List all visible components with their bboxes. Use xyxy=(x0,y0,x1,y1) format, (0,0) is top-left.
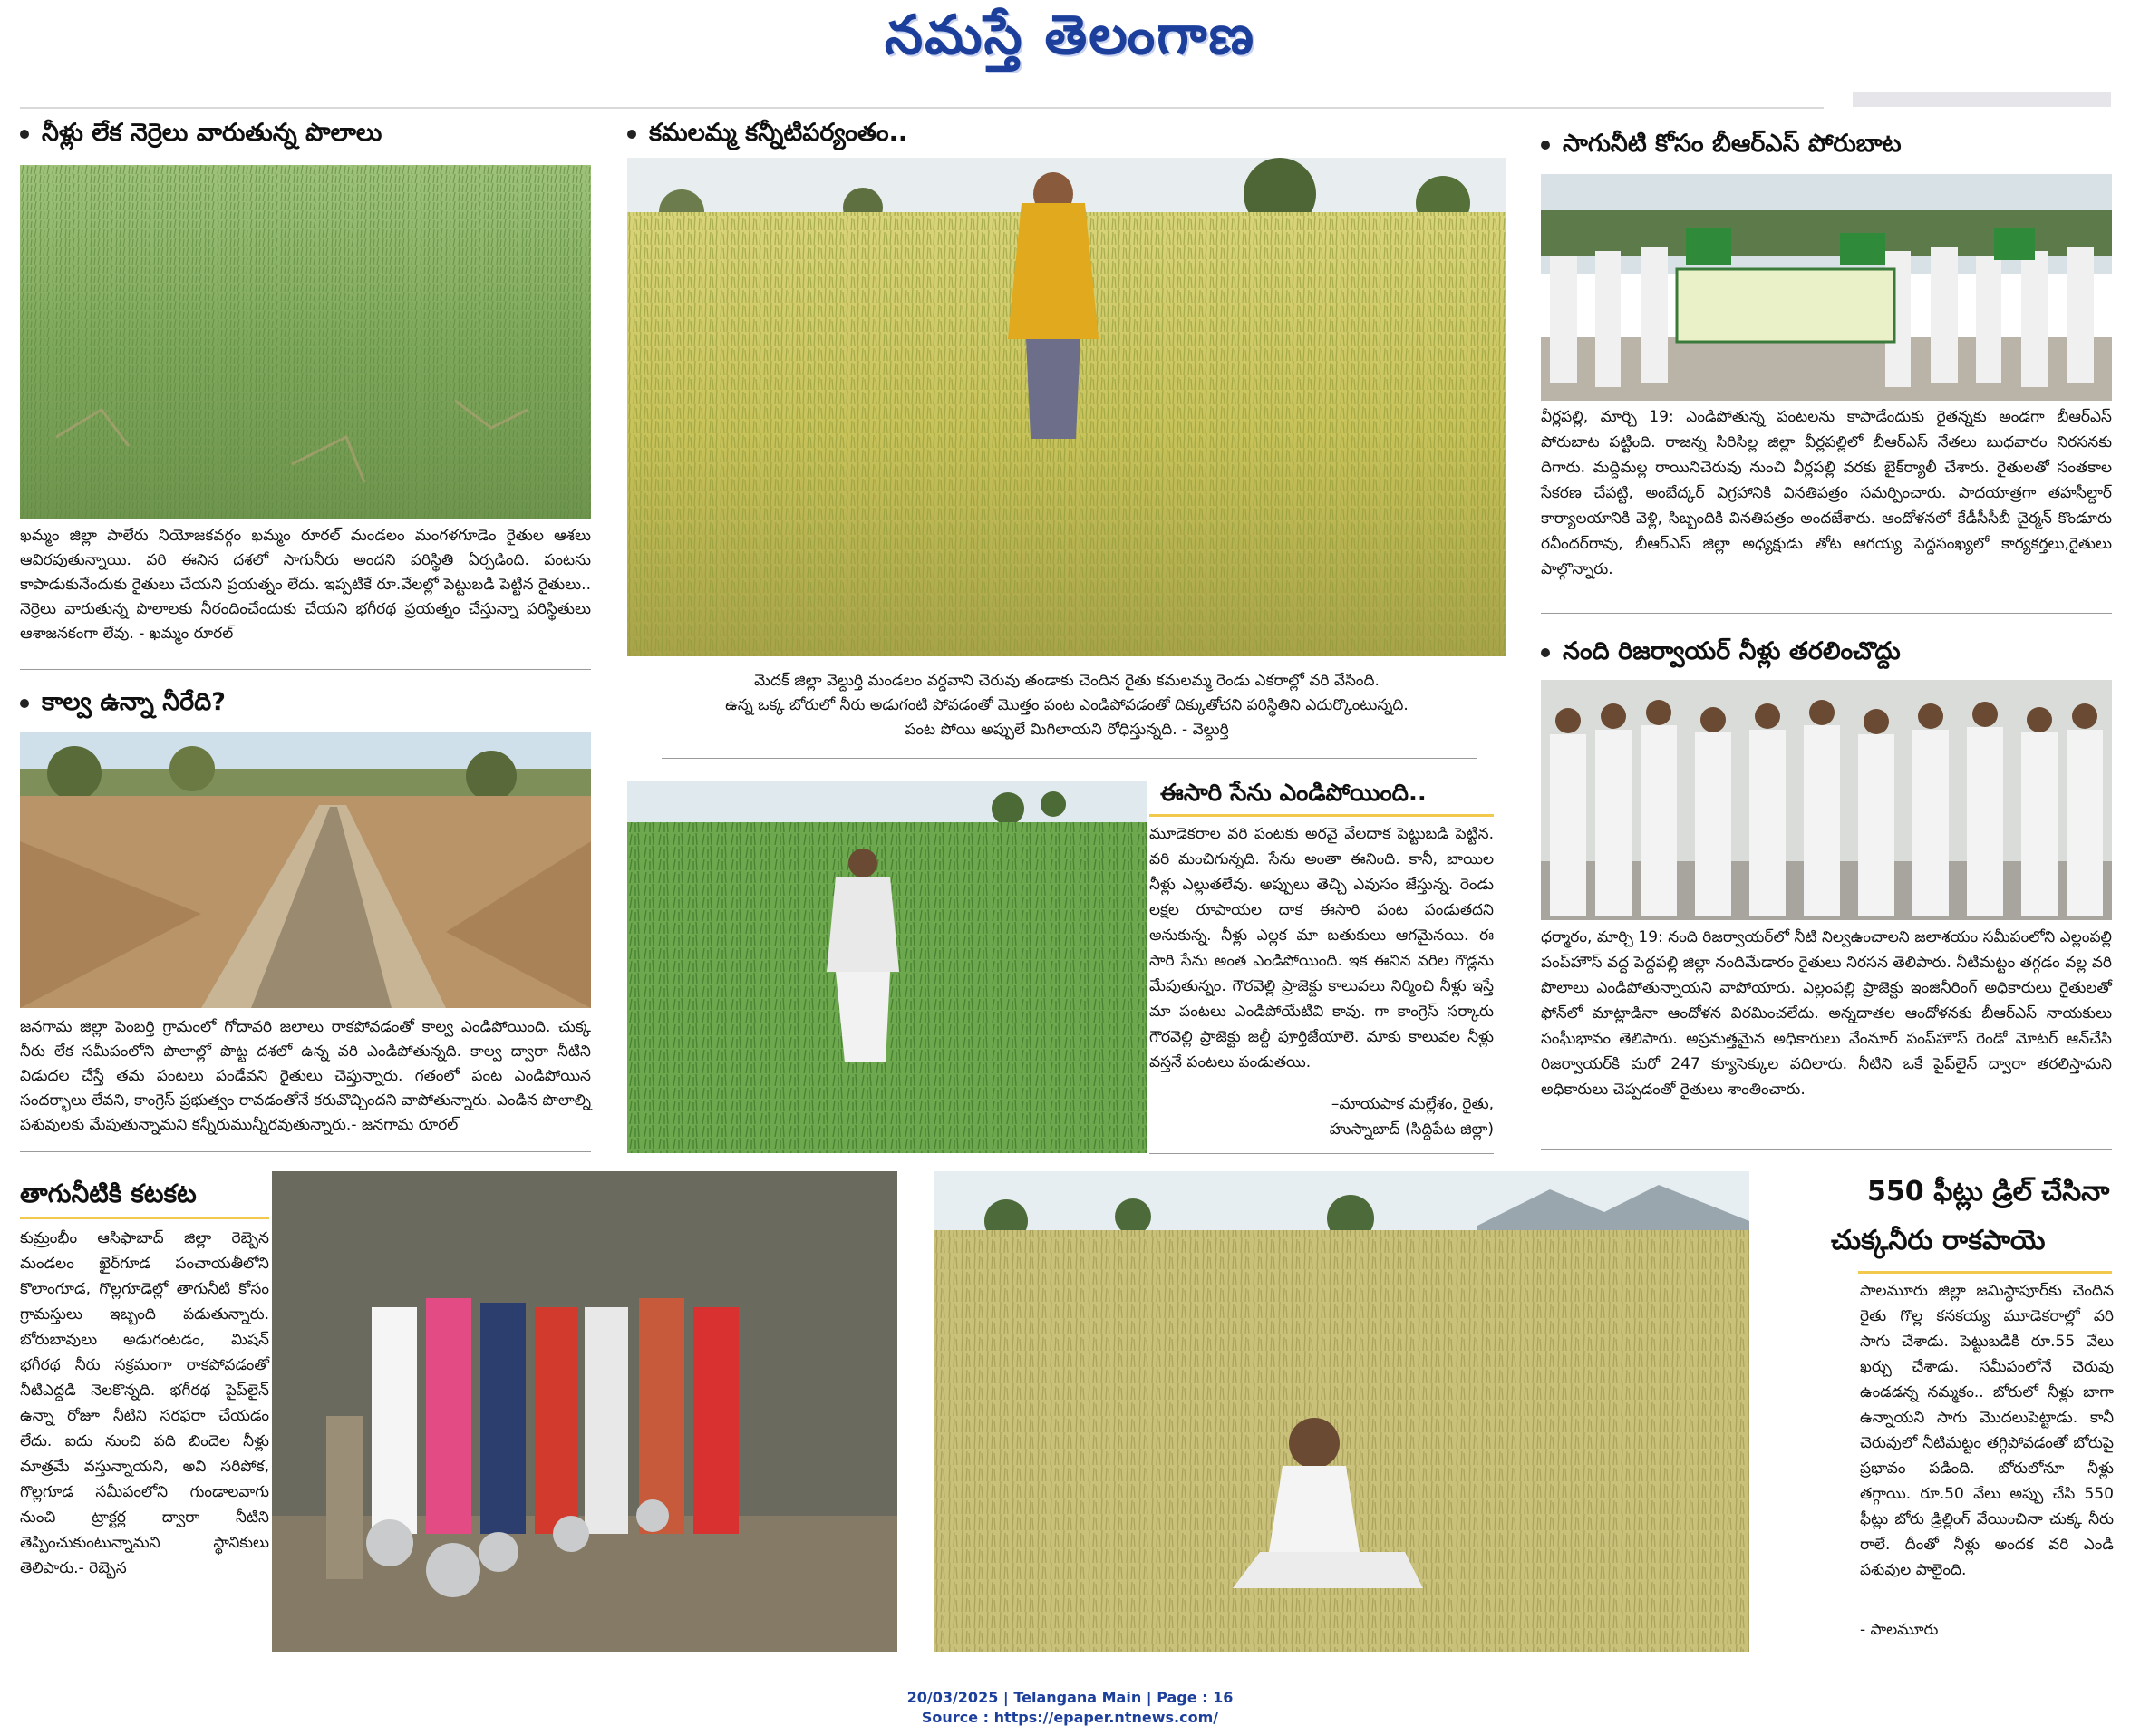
divider xyxy=(1541,613,2112,614)
article-8-headline-line1: 550 ఫీట్లు డ్రిల్ చేసినా xyxy=(1867,1176,2110,1207)
divider xyxy=(1541,1149,2112,1150)
masthead-gray-bar xyxy=(1853,92,2111,107)
article-5-body: వీర్లపల్లి, మార్చి 19: ఎండిపోతున్న పంటలను కాపాడేందుకు రైతన్నకు అండగా బీఆర్ఎస్ పోరుబాట పట్టింది. రాజన్న సిరిసిల్ల జిల్లా వీర్లపల్లిలో బీఆర్ఎస్ నేతలు బుధవారం నిరసనకు దిగారు. మద్దిమల్ల రాయినిచెరువు నుంచి వీర్లపల్లి వరకు బైక్‌ర్యాలీ చేశారు. రైతులతో సంతకాల సేకరణ చేపట్టి, అంబేద్కర్ విగ్రహానికి వినతిపత్రం సమర్పించారు. పాదయాత్రగా తహసీల్దార్ కార్యాలయానికి వెళ్లి, సిబ్బందికి వినతిపత్రం అందజేశారు. ఆందోళనలో కేడీసీసీబీ చైర్మన్ కొండూరు రవీందర్‌రావు, బీఆర్ఎస్ జిల్లా అధ్యక్షుడు తోట ఆగయ్య పెద్దసంఖ్యలో కార్యకర్తలు,రైతులు పాల్గొన్నారు. xyxy=(1541,408,2112,578)
footer-source: Source : https://epaper.ntnews.com/ xyxy=(921,1709,1219,1726)
bullet-icon xyxy=(627,130,636,139)
article-4-body: మూడెకరాల వరి పంటకు అరవై వేలదాక పెట్టుబడి పెట్టిన. వరి మంచిగున్నది. సేను అంతా ఈనింది. కానీ, బాయిల నీళ్లు ఎల్లుతలేవు. అప్పులు తెచ్చి ఎవుసం జేస్తున్న. రెండు లక్షల రూపాయల దాక ఈసారి పంట పండుతదని అనుకున్న. నీళ్లు ఎల్లక మా బతుకులు ఆగమైనయి. ఈ సారి సేను అంత ఎండిపోయింది. ఇక ఈనిన వరిల గొడ్లను మేపుతున్నం. గౌరవెల్లి ప్రాజెక్టు కాలువలు నిర్మించి నీళ్లు ఇస్తే మా పంటలు ఎండిపోయేటివి కావు. గా కాంగ్రెస్ సర్కారు గౌరవెల్లి ప్రాజెక్టు జల్దీ పూర్తిజేయాలె. మాకు కాలువల నీళ్లు వస్తనే పంటలు పండుతయి. xyxy=(1149,825,1494,1072)
article-8-body: పాలమూరు జిల్లా జమిస్థాపూర్‌కు చెందిన రైతు గొల్ల కనకయ్య మూడెకరాల్లో వరి సాగు చేశాడు. పెట్టుబడికి రూ.55 వేలు ఖర్చు చేశాడు. సమీపంలోనే చెరువు ఉండడన్న నమ్మకం.. బోరులో నీళ్లు బాగా ఉన్నాయని సాగు మొదలుపెట్టాడు. కానీ చెరువులో నీటిమట్టం తగ్గిపోవడంతో బోరుపై ప్రభావం పడింది. బోరులోనూ నీళ్లు తగ్గాయి. రూ.50 వేలు అప్పు చేసి 550 ఫీట్లు బోరు డ్రిల్లింగ్ వేయించినా చుక్క నీరు రాలే. దీంతో నీళ్లు అందక వరి ఎండి పశువుల పాలైంది. xyxy=(1860,1282,2114,1579)
article-4-headline: ఈసారి సేను ఎండిపోయింది.. xyxy=(1160,780,1427,807)
masthead xyxy=(0,0,2140,107)
newspaper-title: నమస్తే తెలంగాణ xyxy=(884,4,1256,67)
article-3-headline: కమలమ్మ కన్నీటిపర్యంతం.. xyxy=(627,118,907,149)
footer-date-edition: 20/03/2025 | Telangana Main | Page : 16 xyxy=(906,1689,1234,1706)
headline-accent-bar xyxy=(1149,814,1494,817)
headline-accent-bar xyxy=(1858,1271,2112,1274)
article-6-headline: నంది రిజర్వాయర్ నీళ్లు తరలించొద్దు xyxy=(1541,636,1901,667)
article-7-body: కుమ్రంభీం ఆసిఫాబాద్ జిల్లా రెబ్బెన మండలం ఖైర్‌గూడ పంచాయతీలోని కొలాంగూడ, గొల్లగూడెల్లో తాగునీటి కోసం గ్రామస్తులు ఇబ్బంది పడుతున్నారు. బోరుబావులు అడుగంటడం, మిషన్ భగీరథ నీరు సక్రమంగా రాకపోవడంతో నీటిఎద్దడి నెలకొన్నది. భగీరథ పైప్‌లైన్ ఉన్నా రోజూ నీటిని సరఫరా చేయడం లేదు. ఐదు నుంచి పది బిందెల నీళ్లు మాత్రమే వస్తున్నాయని, అవి సరిపోక, గొల్లగూడ సమీపంలోని గుండాలవాగు నుంచి ట్రాక్టర్ల ద్వారా నీటిని తెప్పించుకుంటున్నామని స్థానికులు తెలిపారు.- రెబ్బెన xyxy=(20,1229,269,1577)
divider xyxy=(662,758,1477,759)
article-7-headline: తాగునీటికి కటకట xyxy=(20,1178,197,1208)
article-2-photo-dry-canal xyxy=(20,732,591,1008)
page-footer xyxy=(0,1688,2140,1728)
article-4-photo-farmer-in-field xyxy=(627,781,1147,1153)
caption-line: మెదక్ జిల్లా వెల్దుర్తి మండలం వర్దవాని చెరువు తండాకు చెందిన రైతు కమలమ్మ రెండు ఎకరాల్లో వరి వేసింది. xyxy=(754,672,1380,690)
byline-name: –మాయపాక మల్లేశం, రైతు, xyxy=(1331,1095,1494,1113)
article-7-photo-women-with-water-pots xyxy=(272,1171,897,1652)
article-6-body: ధర్మారం, మార్చి 19: నంది రిజర్వాయర్‌లో నీటి నిల్వఉంచాలని జలాశయం సమీపంలోని ఎల్లంపల్లి పంప్‌హౌస్ వద్ద పెద్దపల్లి జిల్లా నందిమేడారం రైతులు నిరసన తెలిపారు. నీటిమట్టం తగ్గడం వల్ల వరి పొలాలు ఎండిపోతున్నాయని వాపోయారు. ఎల్లంపల్లి ప్రాజెక్టు ఇంజినీరింగ్ అధికారులు రైతులతో ఫోన్‌లో మాట్లాడినా ఆందోళన విరమించలేదు. అన్నదాతల ఆందోళనకు బీఆర్ఎస్ నాయకులు సంఘీభావం తెలిపారు. అప్రమత్తమైన అధికారులు వేంనూర్ పంప్‌హౌస్ రెండో మోటర్ ఆన్‌చేసి రిజర్వాయర్‌కి మరో 247 క్యూసెక్కుల వదిలారు. నీటిని ఒకే పైప్‌లైన్ ద్వారా తరలిస్తామని అధికారులు చెప్పడంతో రైతులు శాంతించారు. xyxy=(1541,928,2112,1099)
article-2-caption: జనగామ జిల్లా పెంబర్తి గ్రామంలో గోదావరి జలాలు రాకపోవడంతో కాల్వ ఎండిపోయింది. చుక్క నీరు లేక సమీపంలోని పొలాల్లో పొట్ట దశలో ఉన్న వరి ఎండిపోతున్నది. కాల్వ ద్వారా నీటిని విడుదల చేస్తే తమ పంటలు పండేవని రైతులు చెప్తున్నారు. గతంలో పంట ఎండిపోయిన సందర్భాలు లేవని, కాంగ్రెస్ ప్రభుత్వం రావడంతోనే కరువొచ్చిందని వాపోతున్నారు. ఎండిన పొలాల్ని పశువులకు మేపుతున్నామని కన్నీరుమున్నీరవుతున్నారు.- జనగామ రూరల్ xyxy=(20,1018,591,1134)
article-1-headline: నీళ్లు లేక నెర్రెలు వారుతున్న పొలాలు xyxy=(20,118,382,149)
article-5-photo-protest-rally xyxy=(1541,174,2112,401)
bullet-icon xyxy=(20,130,29,139)
article-5-headline: సాగునీటి కోసం బీఆర్ఎస్ పోరుబాట xyxy=(1541,129,1902,160)
article-4-byline xyxy=(1149,1091,1494,1142)
bullet-icon xyxy=(20,699,29,708)
article-3-photo-farmer-in-paddy xyxy=(627,158,1506,656)
divider xyxy=(20,669,591,670)
article-2-headline: కాల్వ ఉన్నా నీరేది? xyxy=(20,687,226,718)
article-1-caption: ఖమ్మం జిల్లా పాలేరు నియోజకవర్గం ఖమ్మం రూరల్ మండలం మంగళగూడెం రైతుల ఆశలు ఆవిరవుతున్నాయి. వరి ఈనిన దశలో సాగునీరు అందని పరిస్థితి ఏర్పడింది. పంటను కాపాడుకునేందుకు రైతులు చేయని ప్రయత్నం లేదు. ఇప్పటికే రూ.వేలల్లో పెట్టుబడి పెట్టిన రైతులు.. నెర్రెలు వారుతున్న పొలాలకు నీరందించేందుకు చేయని భగీరథ ప్రయత్నం చేస్తున్నా పరిస్థితులు ఆశాజనకంగా లేవు. - ఖమ్మం రూరల్ xyxy=(20,527,591,643)
divider xyxy=(1149,1153,1494,1154)
article-6-photo-farmers-group xyxy=(1541,680,2112,920)
masthead-divider xyxy=(20,107,1824,109)
bullet-icon xyxy=(1541,648,1550,657)
article-8-headline-line2: చుక్కనీరు రాకపాయె xyxy=(1831,1225,2046,1256)
article-8-photo-farmer-in-dry-field xyxy=(934,1171,1749,1652)
article-8-byline: - పాలమూరు xyxy=(1860,1621,1939,1639)
caption-line: ఉన్న ఒక్క బోరులో నీరు అడుగంటి పోవడంతో మొత్తం పంట ఎండిపోవడంతో దిక్కుతోచని పరిస్థితిని ఎదుర్కొంటున్నది. xyxy=(725,696,1409,714)
bullet-icon xyxy=(1541,141,1550,150)
article-3-caption xyxy=(627,669,1506,742)
article-1-photo-dry-paddy-field xyxy=(20,165,591,519)
byline-place: హుస్నాబాద్ (సిద్దిపేట జిల్లా) xyxy=(1329,1120,1494,1139)
caption-line: పంట పోయి అప్పులే మిగిలాయని రోధిస్తున్నది. - వెల్దుర్తి xyxy=(905,721,1229,739)
headline-accent-bar xyxy=(20,1217,269,1219)
divider xyxy=(20,1151,591,1152)
